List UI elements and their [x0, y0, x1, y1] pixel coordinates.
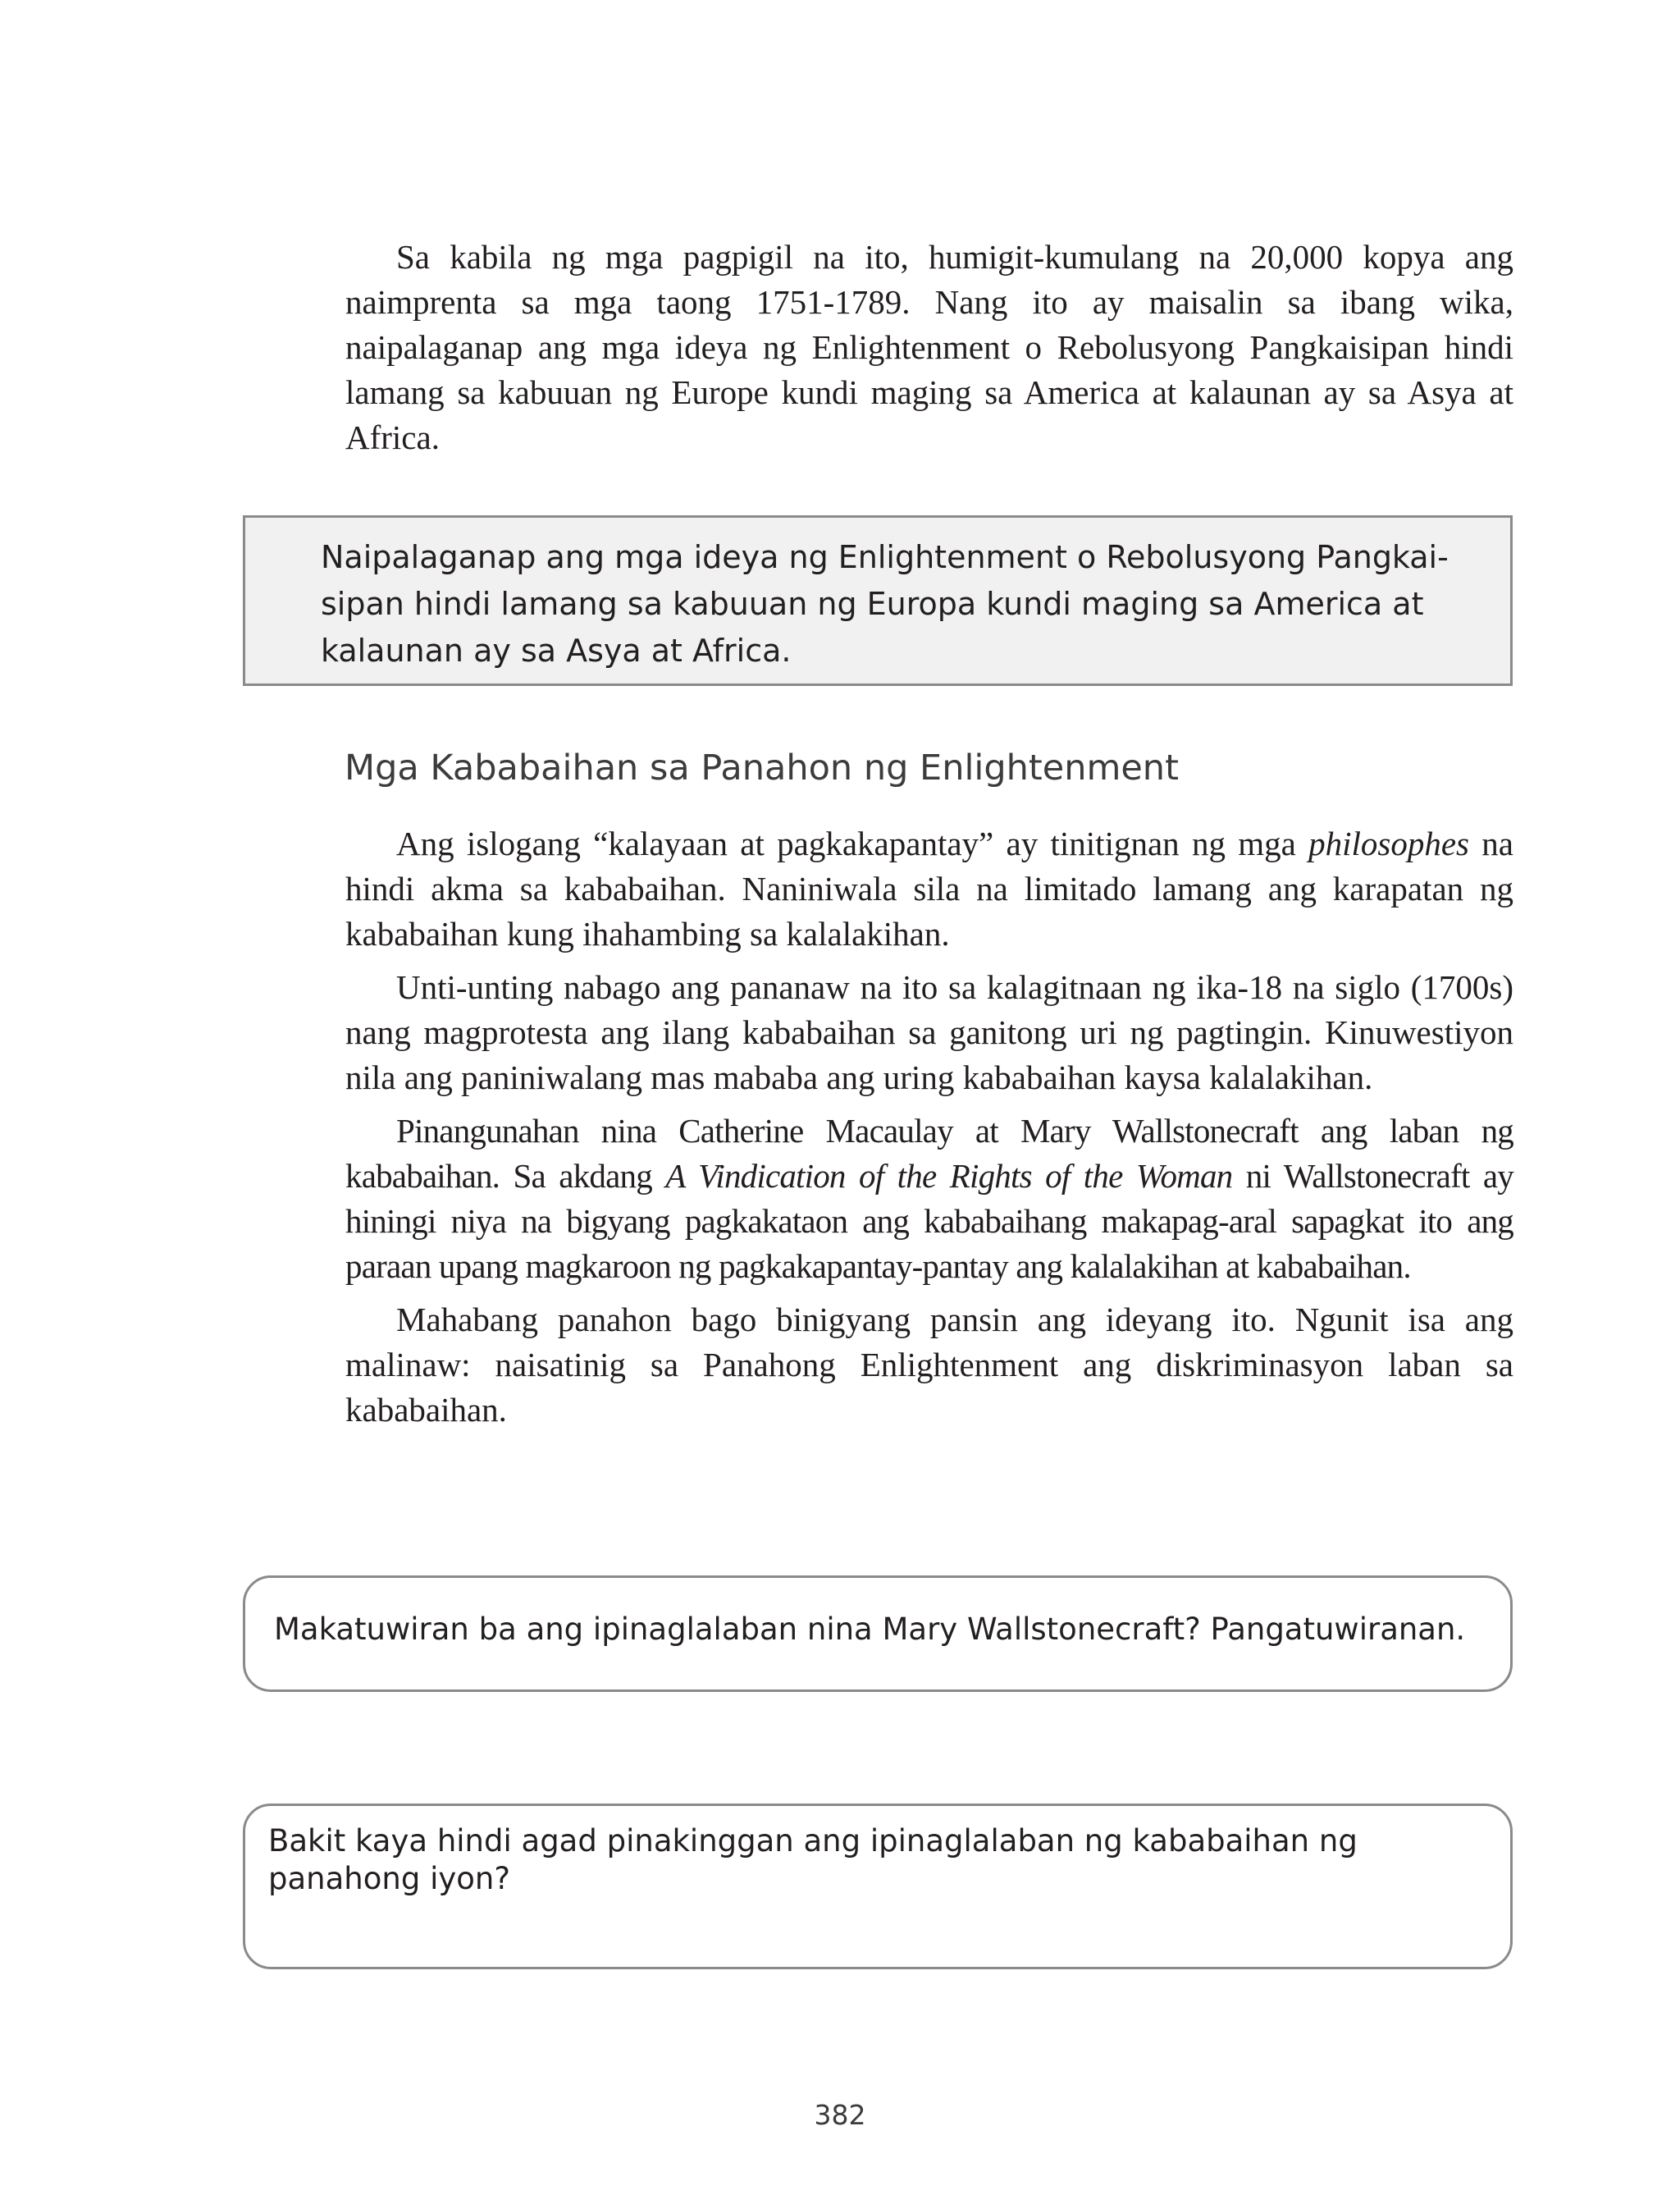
page-number: 382 — [814, 2099, 866, 2131]
section-heading: Mga Kababaihan sa Panahon ng Enlightenment — [345, 748, 1179, 789]
summary-box — [243, 515, 1513, 686]
intro-paragraph: Sa kabila ng mga pagpigil na ito, humigit-kumulang na 20,000 kopya ang naimprenta sa mga taong 1751-1789. Nang ito ay maisalin sa ibang wika, naipalaganap ang mga ideya ng Enlightenment o Rebolusyong Pangkaisipan hindi lamang sa kabuuan ng Europe kundi maging sa America at kalaunan ay sa Asya at Africa. — [345, 238, 1513, 456]
p3-text-end: ni Wallstonecraft ay hiningi niya na bigyang pagkakataon ang kababaihang makapag-aral sapagkat ito ang paraan upang magkaroon ng pagkakapantay-pantay ang kalalakihan at kababaihan. — [345, 1157, 1514, 1285]
question-box-2 — [243, 1804, 1513, 1969]
p1-text-end: na hindi akma sa kababaihan. Naniniwala sila na limitado lamang ang karapatan ng kababaihan kung ihahambing sa kalalakihan. — [345, 825, 1513, 953]
p3-text-start: Pinangunahan nina Catherine Macaulay at Mary Wallstonecraft ang laban ng kababaihan. Sa akdang — [345, 1112, 1513, 1195]
body-paragraph-3 — [345, 1109, 1513, 1289]
question-text-1: Makatuwiran ba ang ipinaglalaban nina Mary Wallstonecraft? Pangatuwiranan. — [274, 1612, 1466, 1647]
p1-text-start: Ang islogang “kalayaan at pagkakapantay” ay tinitignan ng mga — [396, 825, 1309, 862]
question-text-2: Bakit kaya hindi agad pinakinggan ang ipinaglalaban ng kababaihan ng panahong iyon? — [268, 1823, 1358, 1896]
p3-book-title: A Vindication of the Rights of the Woman — [665, 1157, 1233, 1195]
question-box-1 — [243, 1575, 1513, 1692]
body-paragraph-1 — [345, 821, 1513, 957]
section-body — [345, 821, 1513, 1441]
body-paragraph-2: Unti-unting nabago ang pananaw na ito sa kalagitnaan ng ika-18 na siglo (1700s) nang magprotesta ang ilang kababaihan sa ganitong uri ng pagtingin. Kinuwestiyon nila ang paniniwalang mas mababa ang uring kababaihan kaysa kalalakihan. — [345, 968, 1513, 1096]
p1-italic-term: philosophes — [1308, 825, 1470, 862]
summary-text: Naipalaganap ang mga ideya ng Enlightenment o Rebolusyong Pangkai-sipan hindi lamang sa kabuuan ng Europa kundi maging sa America at kalaunan ay sa Asya at Africa. — [321, 539, 1449, 669]
body-paragraph-4: Mahabang panahon bago binigyang pansin ang ideyang ito. Ngunit isa ang malinaw: naisatinig sa Panahong Enlightenment ang diskriminasyon laban sa kababaihan. — [345, 1301, 1513, 1429]
